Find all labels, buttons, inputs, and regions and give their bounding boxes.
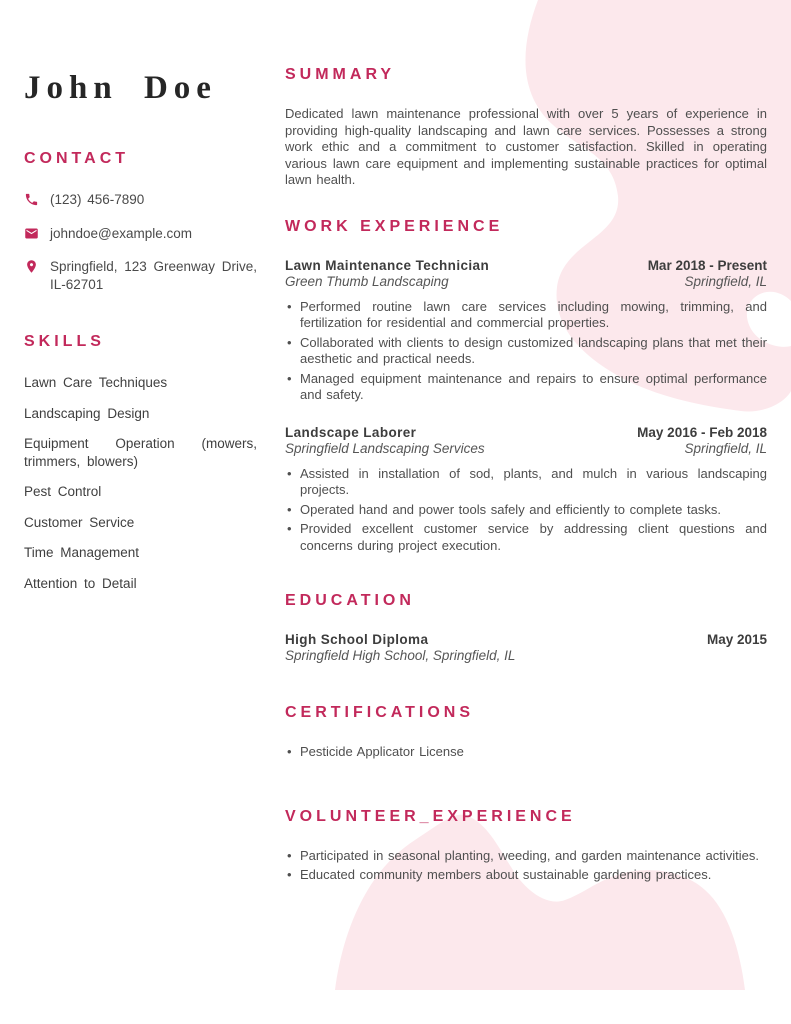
job-dates: Mar 2018 - Present xyxy=(647,257,767,273)
summary-text: Dedicated lawn maintenance professional with over 5 years of experience in providing high-quality landscaping and lawn care services. Possesses a strong work ethic and a commitment to customer satisfaction. Skilled in operating various lawn care equipment and implementing sustainable practices for optimal lawn health. xyxy=(285,106,767,187)
bullet-item: • Performed routine lawn care services including mowing, trimming, and fertilization for residential and commercial properties. xyxy=(285,299,767,332)
bullet-item: • Educated community members about sustainable gardening practices. xyxy=(285,867,767,884)
skills-section xyxy=(24,333,257,592)
bullet-item: • Pesticide Applicator License xyxy=(285,744,767,761)
contact-phone-value: (123) 456-7890 xyxy=(50,192,145,208)
job-title: Lawn Maintenance Technician xyxy=(285,257,490,273)
education-right xyxy=(707,632,767,647)
left-column xyxy=(24,70,257,605)
job-location: Springfield, IL xyxy=(684,440,767,456)
job-company: Green Thumb Landscaping xyxy=(285,273,449,289)
job-dates: May 2016 - Feb 2018 xyxy=(637,424,767,440)
contact-email-value: johndoe@example.com xyxy=(50,225,193,241)
skill-item: Lawn Care Techniques xyxy=(24,375,168,391)
job-right xyxy=(637,425,767,457)
contact-email-row xyxy=(24,225,257,246)
email-icon xyxy=(24,226,39,246)
job-header xyxy=(285,425,767,457)
contact-address-row xyxy=(24,258,257,293)
work-experience-heading: WORK EXPERIENCE xyxy=(285,217,504,235)
job-title: Landscape Laborer xyxy=(285,424,417,440)
skill-item: Landscaping Design xyxy=(24,405,150,421)
job-left xyxy=(285,425,485,457)
skill-item: Pest Control xyxy=(24,484,102,500)
job-left xyxy=(285,258,489,290)
summary-heading: SUMMARY xyxy=(285,66,396,83)
contact-phone-row xyxy=(24,191,257,212)
contact-heading: CONTACT xyxy=(24,150,130,168)
education-school: Springfield High School, Springfield, IL xyxy=(285,648,516,663)
person-name: John Doe xyxy=(24,70,217,106)
phone-icon xyxy=(24,192,39,212)
job-right xyxy=(648,258,767,290)
education-entry xyxy=(285,632,767,664)
education-degree: High School Diploma xyxy=(285,632,429,647)
job-entry xyxy=(285,258,767,404)
skill-item: Customer Service xyxy=(24,514,135,530)
education-date: May 2015 xyxy=(706,632,767,647)
bullet-item: • Assisted in installation of sod, plants, and mulch in various landscaping projects. xyxy=(285,466,767,499)
certifications-list xyxy=(285,744,767,761)
job-bullet-list xyxy=(285,299,767,404)
job-header xyxy=(285,258,767,290)
bullet-item: • Provided excellent customer service by addressing client questions and concerns during project execution. xyxy=(285,521,767,554)
education-left xyxy=(285,632,515,664)
certifications-heading: CERTIFICATIONS xyxy=(285,704,475,721)
job-location: Springfield, IL xyxy=(684,273,767,289)
volunteer-experience-heading: VOLUNTEER_EXPERIENCE xyxy=(285,807,576,825)
skill-item: Attention to Detail xyxy=(24,575,137,591)
skills-heading: SKILLS xyxy=(24,333,105,351)
bullet-item: • Collaborated with clients to design customized landscaping plans that met their aesthetic and practical needs. xyxy=(285,335,767,368)
volunteer-bullet-list xyxy=(285,848,767,884)
skill-item: Time Management xyxy=(24,545,140,561)
right-column xyxy=(285,66,767,887)
bullet-item: • Operated hand and power tools safely and efficiently to complete tasks. xyxy=(285,502,767,519)
bullet-item: • Participated in seasonal planting, weeding, and garden maintenance activities. xyxy=(285,848,767,865)
skill-item: Equipment Operation (mowers, trimmers, blowers) xyxy=(24,436,257,469)
location-pin-icon xyxy=(24,259,39,279)
bullet-item: • Managed equipment maintenance and repairs to ensure optimal performance and safety. xyxy=(285,371,767,404)
job-company: Springfield Landscaping Services xyxy=(285,440,485,456)
education-heading: EDUCATION xyxy=(285,592,415,609)
job-bullet-list xyxy=(285,466,767,555)
job-entry xyxy=(285,425,767,555)
contact-address-value: Springfield, 123 Greenway Drive, IL-62701 xyxy=(50,259,257,292)
